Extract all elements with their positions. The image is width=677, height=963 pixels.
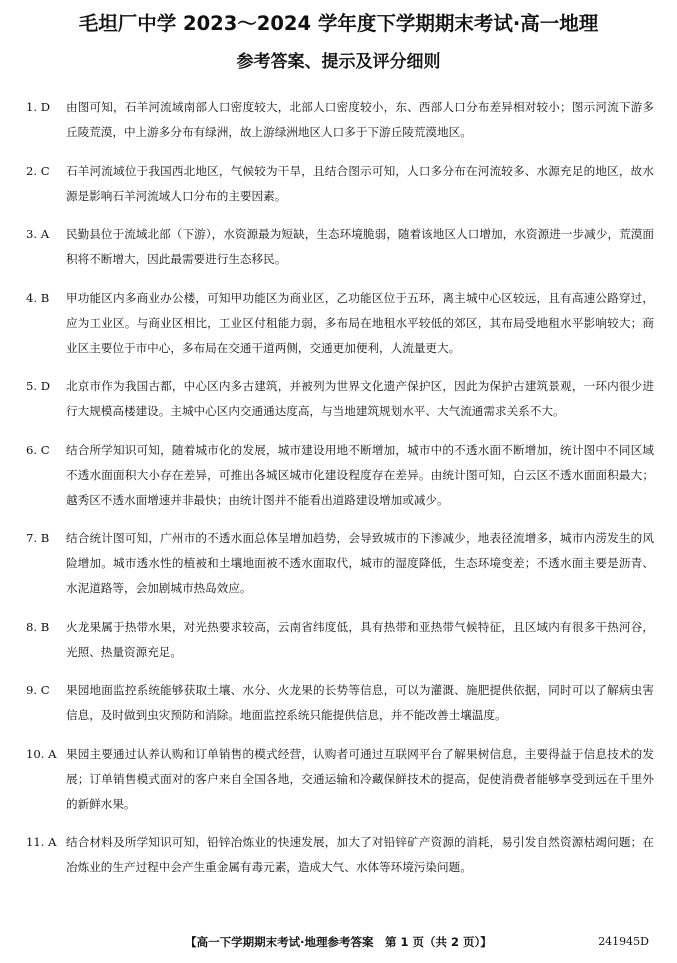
answer-explanation: 石羊河流域位于我国西北地区，气候较为干旱，且结合图示可知，人口多分布在河流较多、水源充足的地区，故水源是影响石羊河流域人口分布的主要因素。 <box>66 163 654 203</box>
answer-explanation: 由图可知，石羊河流域南部人口密度较大，北部人口密度较小，东、西部人口分布差异相对较小；图示河流下游多丘陵荒漠，中上游多分布有绿洲，故上游绿洲地区人口多于下游丘陵荒漠地区。 <box>66 100 654 139</box>
answer-explanation: 火龙果属于热带水果，对光热要求较高，云南省纬度低，具有热带和亚热带气候特征，且区域内有很多干热河谷，光照、热量资源充足。 <box>66 619 654 659</box>
answer-item <box>26 526 654 601</box>
answer-number: 7. B <box>26 531 50 545</box>
answer-explanation: 民勤县位于流域北部（下游），水资源最为短缺，生态环境脆弱，随着该地区人口增加，水资源进一步减少，荒漠面积将不断增大，因此最需要进行生态移民。 <box>66 227 654 266</box>
answer-item <box>26 615 654 665</box>
answer-item <box>26 159 654 209</box>
answer-explanation: 北京市作为我国古都，中心区内多古建筑，并被列为世界文化遗产保护区，因此为保护古建筑景观，一环内很少进行大规模高楼建设。主城中心区内交通通达度高，与当地建筑规划水平、大气流通需求关系不大。 <box>66 379 654 418</box>
answer-number: 4. B <box>26 290 50 305</box>
page-subtitle: 参考答案、提示及评分细则 <box>236 52 441 72</box>
answer-list <box>26 95 654 894</box>
answer-number: 8. B <box>26 619 50 634</box>
answer-item <box>26 374 654 424</box>
answer-number: 3. A <box>26 227 50 241</box>
answer-number: 9. C <box>26 683 50 697</box>
answer-number: 10. A <box>26 746 57 761</box>
answer-number: 1. D <box>26 100 51 114</box>
answer-number: 2. C <box>26 163 50 178</box>
answer-item <box>26 678 654 728</box>
answer-explanation: 结合所学知识可知，随着城市化的发展，城市建设用地不断增加，城市中的不透水面不断增加，统计图中不同区域不透水面面积大小存在差异，可推出各城区城市化建设程度存在差异。由统计图可知，白云区不透水面面积最大；越秀区不透水面增速并非最快；由统计图并不能看出道路建设增加或减少。 <box>66 442 654 507</box>
page-footer <box>0 934 677 954</box>
answer-explanation: 甲功能区内多商业办公楼，可知甲功能区为商业区，乙功能区位于五环，离主城中心区较远，且有高速公路穿过，应为工业区。与商业区相比，工业区付租能力弱，多布局在地租水平较低的郊区，其布局受地租水平影响较大；商业区主要位于市中心，多布局在交通干道两侧，交通更加便利，人流量更大。 <box>66 290 654 355</box>
answer-item <box>26 438 654 513</box>
answer-explanation: 果园地面监控系统能够获取土壤、水分、火龙果的长势等信息，可以为灌溉、施肥提供依据，同时可以了解病虫害信息，及时做到虫灾预防和消除。地面监控系统只能提供信息，并不能改善土壤温度。 <box>66 683 654 722</box>
footer-exam-code: 241945D <box>598 935 649 948</box>
answer-item <box>26 830 654 880</box>
answer-explanation: 结合材料及所学知识可知，铅锌冶炼业的快速发展，加大了对铅锌矿产资源的消耗，易引发自然资源枯竭问题；在冶炼业的生产过程中会产生重金属有毒元素，造成大气、水体等环境污染问题。 <box>66 835 654 874</box>
answer-item <box>26 95 654 145</box>
answer-number: 11. A <box>26 835 57 849</box>
answer-item <box>26 742 654 817</box>
answer-number: 5. D <box>26 379 51 393</box>
answer-explanation: 果园主要通过认养认购和订单销售的模式经营，认购者可通过互联网平台了解果树信息，主要得益于信息技术的发展；订单销售模式面对的客户来自全国各地，交通运输和冷藏保鲜技术的提高，促使消费者能够享受到远在千里外的新鲜水果。 <box>66 746 654 811</box>
answer-item <box>26 222 654 272</box>
answer-number: 6. C <box>26 442 50 457</box>
answer-explanation: 结合统计图可知，广州市的不透水面总体呈增加趋势，会导致城市的下渗减少，地表径流增多，城市内涝发生的风险增加。城市透水性的植被和土壤地面被不透水面取代，城市的湿度降低，生态环境变差；不透水面主要是沥青、水泥道路等，会加剧城市热岛效应。 <box>66 531 654 595</box>
page-title: 毛坦厂中学 2023～2024 学年度下学期期末考试·高一地理 <box>78 12 599 35</box>
footer-page-info: 【高一下学期期末考试·地理参考答案 第 1 页（共 2 页）】 <box>185 935 492 949</box>
answer-item <box>26 286 654 361</box>
